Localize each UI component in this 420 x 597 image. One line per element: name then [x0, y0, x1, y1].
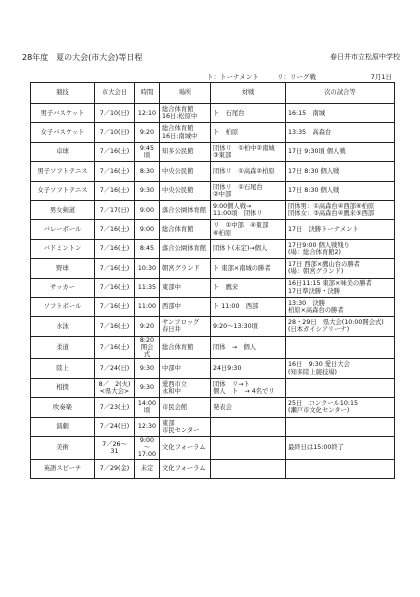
time-cell: 11:00 [135, 297, 160, 316]
match-cell: 9:00個人戦→ 11:00頃 団体リ [211, 200, 286, 219]
place-cell: 中央公民館 [160, 162, 211, 181]
event-cell: 卓球 [31, 142, 95, 161]
time-cell: 8:20 開会 式 [135, 336, 160, 359]
place-cell: 落合公園体育館 [160, 200, 211, 219]
next-match-cell: 団体男：①高森台④西部⑥柏原 団体女：③高森台④鷹来⑤西部 [286, 200, 395, 219]
table-row [31, 436, 395, 459]
schedule-body [31, 104, 395, 479]
table-row [31, 278, 395, 297]
time-cell: 9:20 [135, 123, 160, 142]
time-cell: 9:20 [135, 317, 160, 336]
match-cell [211, 459, 286, 478]
date-cell: 7／10(日) [95, 104, 135, 123]
next-match-cell: 17日9:00 個人戦残り (場：総合体育館2) [286, 239, 395, 258]
place-cell: 朝宮グランド [160, 259, 211, 278]
time-cell: 9:30 [135, 181, 160, 200]
event-cell: 水泳 [31, 317, 95, 336]
event-cell: 陸上 [31, 359, 95, 378]
date-cell: 7／16(土) [95, 162, 135, 181]
next-match-cell: 16:15 南城 [286, 104, 395, 123]
event-cell: 野球 [31, 259, 95, 278]
place-cell: サンフロッグ 春日井 [160, 317, 211, 336]
next-match-cell: 最終日は15:00終了 [286, 436, 395, 459]
table-row [31, 162, 395, 181]
place-cell: 中央公民館 [160, 181, 211, 200]
event-cell: 演劇 [31, 417, 95, 436]
place-cell: 市民会館 [160, 398, 211, 417]
school-name: 春日井市立松原中学校 [330, 53, 400, 61]
table-row [31, 259, 395, 278]
match-cell: 団体リ ①高森②柏原 [211, 162, 286, 181]
event-cell: 女子ソフトテニス [31, 181, 95, 200]
place-cell: 落合公園体育館 [160, 239, 211, 258]
column-header: 競技 [31, 83, 95, 104]
time-cell: 11:35 [135, 278, 160, 297]
next-match-cell: 17日 決勝トーナメント [286, 220, 395, 239]
time-cell: 10:30 [135, 259, 160, 278]
match-cell: ト 柏原 [211, 123, 286, 142]
column-header: 場所 [160, 83, 211, 104]
event-cell: 女子バスケット [31, 123, 95, 142]
place-cell: 愛西市立 永和中 [160, 378, 211, 397]
date-cell: 7／16(土) [95, 220, 135, 239]
schedule-table [30, 82, 395, 479]
time-cell: 12:10 [135, 104, 160, 123]
match-cell: ト 11:00 西部 [211, 297, 286, 316]
place-cell: 総合体育館 16日:南城中 [160, 123, 211, 142]
date-cell: 7／10(日) [95, 123, 135, 142]
next-match-cell: 16日11:15 東部×味美の勝者 17日準決勝・決勝 [286, 278, 395, 297]
place-cell: 西部中 [160, 297, 211, 316]
event-cell: 男子バスケット [31, 104, 95, 123]
event-cell: 英語スピーチ [31, 459, 95, 478]
date-cell: 7／23(土) [95, 398, 135, 417]
match-cell: 団体 → 個人 [211, 336, 286, 359]
place-cell: 文化フォーラム [160, 459, 211, 478]
time-cell: 9:00 [135, 200, 160, 219]
date-cell: 7／24(日) [95, 417, 135, 436]
match-cell: 団体ト(未定)→個人 [211, 239, 286, 258]
match-cell [211, 417, 286, 436]
next-match-cell: 25日 コンクール10:15 (瀬戸市文化センター) [286, 398, 395, 417]
event-cell: 男女剣道 [31, 200, 95, 219]
column-header: 対戦 [211, 83, 286, 104]
legend [207, 72, 332, 81]
place-cell: 知多公民館 [160, 142, 211, 161]
date-cell: 8／ 2(火) <県大会> [95, 378, 135, 397]
date-cell: 7／16(土) [95, 297, 135, 316]
match-cell: 団体リ ①石尾台 ②中部 [211, 181, 286, 200]
table-row [31, 378, 395, 397]
column-header: 時間 [135, 83, 160, 104]
time-cell: 9:00 ～ 17:00 [135, 436, 160, 459]
time-cell: 9:45 頃 [135, 142, 160, 161]
next-match-cell [286, 417, 395, 436]
table-row [31, 317, 395, 336]
table-header-row [31, 83, 395, 104]
event-cell: ソフトボール [31, 297, 95, 316]
next-match-cell: 28・29日 県大会(10:00開会式) (日本ガイシアリーナ) [286, 317, 395, 336]
date-cell: 7／16(土) [95, 142, 135, 161]
place-cell: 文化フォーラム [160, 436, 211, 459]
time-cell: 9:30 [135, 359, 160, 378]
place-cell: 総合体育館 [160, 220, 211, 239]
issue-date: 7月1日 [370, 73, 392, 81]
event-cell: 美術 [31, 436, 95, 459]
date-cell: 7／16(土) [95, 336, 135, 359]
table-row [31, 239, 395, 258]
date-cell: 7／16(土) [95, 181, 135, 200]
time-cell: 14:00 頃 [135, 398, 160, 417]
table-row [31, 459, 395, 478]
match-cell: 団体 リ→ト 個人 ト → 4名でリ [211, 378, 286, 397]
place-cell: 東部中 [160, 278, 211, 297]
match-cell: 発表会 [211, 398, 286, 417]
table-row [31, 398, 395, 417]
table-row [31, 181, 395, 200]
event-cell: 吹奏楽 [31, 398, 95, 417]
match-cell: 9:20～13:30頃 [211, 317, 286, 336]
date-cell: 7／16(土) [95, 239, 135, 258]
next-match-cell [286, 378, 395, 397]
date-cell: 7／16(土) [95, 317, 135, 336]
match-cell: 団体リ ①柏中②南城 ③東部 [211, 142, 286, 161]
time-cell: 9:00 [135, 220, 160, 239]
table-row [31, 336, 395, 359]
place-cell: 総合体育館 16日:松原中 [160, 104, 211, 123]
legend-tournament: ト：トーナメント [207, 73, 259, 81]
event-cell: サッカー [31, 278, 95, 297]
date-cell: 7／29(金) [95, 459, 135, 478]
time-cell: 8:45 [135, 239, 160, 258]
date-cell: 7／26～ 31 [95, 436, 135, 459]
next-match-cell [286, 459, 395, 478]
time-cell: 12:30 [135, 417, 160, 436]
date-cell: 7／16(土) [95, 278, 135, 297]
place-cell: 中部中 [160, 359, 211, 378]
time-cell: 8:30 [135, 162, 160, 181]
place-cell: 総合体育館 [160, 336, 211, 359]
column-header: 市大会日 [95, 83, 135, 104]
time-cell: 9:30 [135, 378, 160, 397]
next-match-cell: 16日 9:30 愛日大会 (知多陸上競技場) [286, 359, 395, 378]
next-match-cell: 13:30 決勝 柏原×高森台の勝者 [286, 297, 395, 316]
table-row [31, 123, 395, 142]
place-cell: 東部 市民センター [160, 417, 211, 436]
match-cell: ト 鷹来 [211, 278, 286, 297]
next-match-cell: 13:35 高森台 [286, 123, 395, 142]
date-cell: 7／16(土) [95, 259, 135, 278]
legend-league: リ：リーグ戦 [276, 73, 316, 81]
next-match-cell: 17日 西部×鷹山台の勝者 (場：朝宮グランド) [286, 259, 395, 278]
event-cell: バドミントン [31, 239, 95, 258]
next-match-cell: 17日 9:30頃 個人戦 [286, 142, 395, 161]
date-cell: 7／24(日) [95, 359, 135, 378]
match-cell: 24日9:30 [211, 359, 286, 378]
table-row [31, 359, 395, 378]
event-cell: バレーボール [31, 220, 95, 239]
next-match-cell [286, 336, 395, 359]
date-cell: 7／17(日) [95, 200, 135, 219]
event-cell: 柔道 [31, 336, 95, 359]
next-match-cell: 17日 8:30 個人戦 [286, 162, 395, 181]
table-row [31, 200, 395, 219]
match-cell: リ ①中部 ④東部 ⑥柏原 [211, 220, 286, 239]
next-match-cell: 17日 8:30 個人戦 [286, 181, 395, 200]
table-row [31, 104, 395, 123]
match-cell: ト 石尾台 [211, 104, 286, 123]
page-title: 28年度 夏の大会(市大会)等日程 [22, 53, 143, 62]
event-cell: 相撲 [31, 378, 95, 397]
match-cell [211, 436, 286, 459]
event-cell: 男子ソフトテニス [31, 162, 95, 181]
table-row [31, 297, 395, 316]
match-cell: ト 東部×南城の勝者 [211, 259, 286, 278]
table-row [31, 220, 395, 239]
time-cell: 未定 [135, 459, 160, 478]
table-row [31, 142, 395, 161]
table-row [31, 417, 395, 436]
column-header: 次の試合等 [286, 83, 395, 104]
